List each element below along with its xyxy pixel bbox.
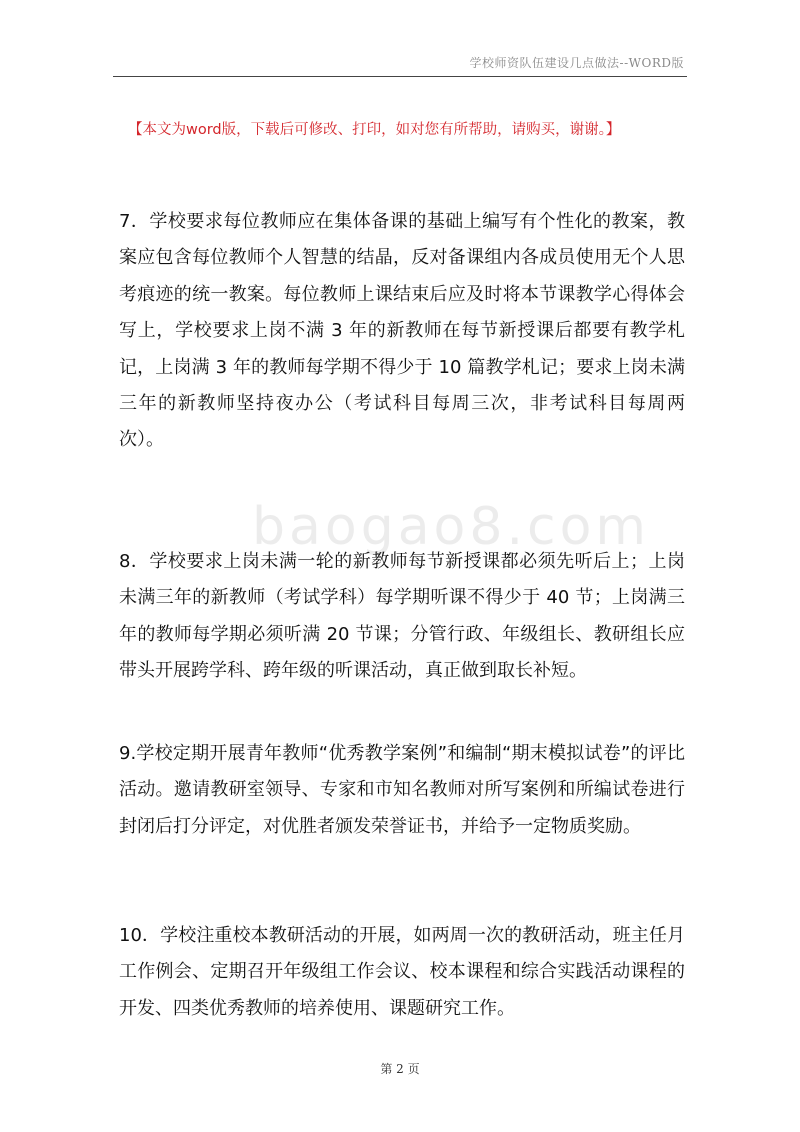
word-version-notice: 【本文为word版，下载后可修改、打印，如对您有所帮助，请购买，谢谢。】 xyxy=(128,122,621,138)
header-title: 学校师资队伍建设几点做法--WORD版 xyxy=(469,56,684,70)
paragraph-8: 8．学校要求上岗未满一轮的新教师每节新授课都必须先听后上；上岗未满三年的新教师（考试学科）每学期听课不得少于 40 节；上岗满三年的教师每学期必须听满 20 节课；分管行政、年级组长、教研组长应带头开展跨学科、跨年级的听课活动，真正做到取长补短。 xyxy=(119,551,685,682)
paragraph-7: 7．学校要求每位教师应在集体备课的基础上编写有个性化的教案，教案应包含每位教师个人智慧的结晶，反对备课组内各成员使用无个人思考痕迹的统一教案。每位教师上课结束后应及时将本节课教学心得体会写上，学校要求上岗不满 3 年的新教师在每节新授课后都要有教学札记，上岗满 3 年的教师每学期不得少于 10 篇教学札记；要求上岗未满三年的新教师坚持夜办公（考试科目每周三次，非考试科目每周两次）。 xyxy=(119,211,685,451)
watermark-text: baogao8.com xyxy=(252,497,651,557)
paragraph-10: 10．学校注重校本教研活动的开展，如两周一次的教研活动，班主任月工作例会、定期召开年级组工作会议、校本课程和综合实践活动课程的开发、四类优秀教师的培养使用、课题研究工作。 xyxy=(119,925,685,1019)
header-divider xyxy=(113,76,687,77)
paragraph-9: 9.学校定期开展青年教师“优秀教学案例”和编制“期末模拟试卷”的评比活动。邀请教研室领导、专家和市知名教师对所写案例和所编试卷进行封闭后打分评定，对优胜者颁发荣誉证书，并给予一定物质奖励。 xyxy=(119,743,685,837)
page-number: 第 2 页 xyxy=(380,1062,420,1076)
